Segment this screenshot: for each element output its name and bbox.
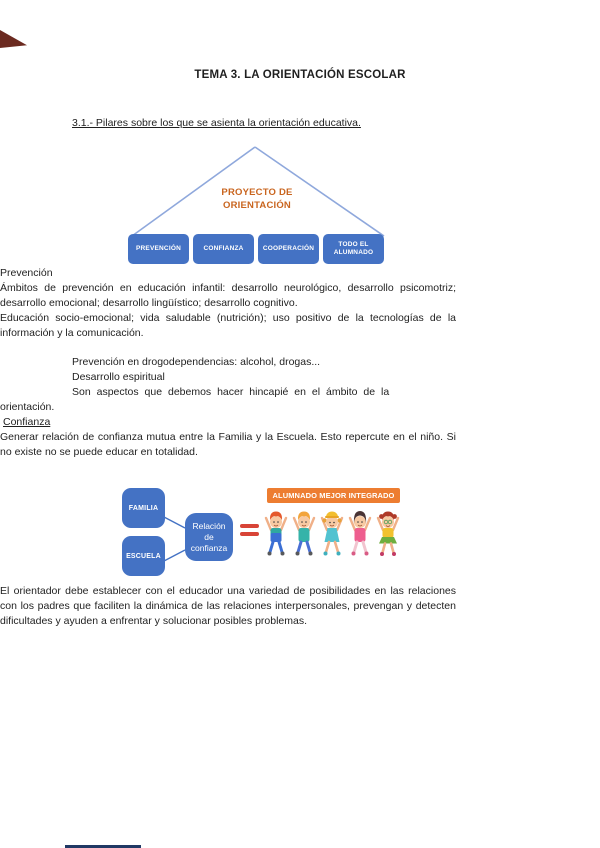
alumnado-mejor-integrado-banner: ALUMNADO MEJOR INTEGRADO [267,488,400,503]
line-drogodependencias: Prevención en drogodependencias: alcohol, drogas... [72,356,321,368]
section-heading: 3.1.- Pilares sobre los que se asienta la orientación educativa. [72,117,361,129]
confianza-relation-diagram [72,481,528,584]
school-box: ESCUELA [122,536,165,576]
line-orientacion: orientación. [0,401,55,413]
confianza-heading [0,415,456,430]
center-box-line2: de [204,531,214,542]
child-5 [378,512,398,557]
apex-label-line1: PROYECTO DE [221,187,293,198]
prevencion-paragraph-1: Ámbitos de prevención en educación infantil: desarrollo neurológico, desarrollo psicomotriz; desarrollo emocional; desarrollo lingüístico; desarrollo cognitivo. [0,282,456,309]
document-title: TEMA 3. LA ORIENTACIÓN ESCOLAR [194,69,406,81]
equals-bar-bottom [240,532,259,536]
child-1 [266,512,286,556]
center-box-line3: confianza [190,542,228,553]
apex-label-line2: ORIENTACIÓN [223,200,291,211]
pillar-todo-el-alumnado: TODO EL ALUMNADO [323,234,384,264]
relacion-de-confianza-box [185,513,233,561]
line-desarrollo-espiritual: Desarrollo espiritual [72,371,165,383]
pillar-confianza: CONFIANZA [193,234,254,264]
child-2 [294,512,314,556]
child-3 [322,512,342,556]
confianza-paragraph-2: El orientador debe establecer con el educador una variedad de posibilidades en las relaciones con los padres que faciliten la dinámica de las relaciones interpersonales, prevengan y detecten dificultades y ayuden a enfrentar y solucionar posibles problemas. [0,585,456,627]
equals-sign [240,524,259,536]
pillar-prevencion: PREVENCIÓN [128,234,189,264]
pillar-cooperacion: COOPERACIÓN [258,234,319,264]
confianza-paragraph-1: Generar relación de confianza mutua entre la Familia y la Escuela. Esto repercute en el niño. Si no existe no se puede educar en totalidad. [0,431,456,458]
child-4 [350,511,370,556]
equals-bar-top [240,524,259,528]
orientation-pyramid-diagram [72,142,528,266]
pyramid-apex-label [185,186,329,212]
center-box-line1: Relación [192,520,226,531]
confianza-heading-text: Confianza [3,416,51,428]
prevencion-paragraph-2: Educación socio-emocional; vida saludable (nutrición); uso positivo de la tecnologías de la información y la comunicación. [0,312,456,339]
line-son-aspectos: Son aspectos que debemos hacer hincapié en el ámbito de la [72,386,390,398]
prevencion-list [72,355,528,400]
corner-accent-shape [0,30,27,48]
family-box: FAMILIA [122,488,165,528]
prevencion-heading: Prevención [0,267,53,279]
children-illustration [263,503,403,567]
